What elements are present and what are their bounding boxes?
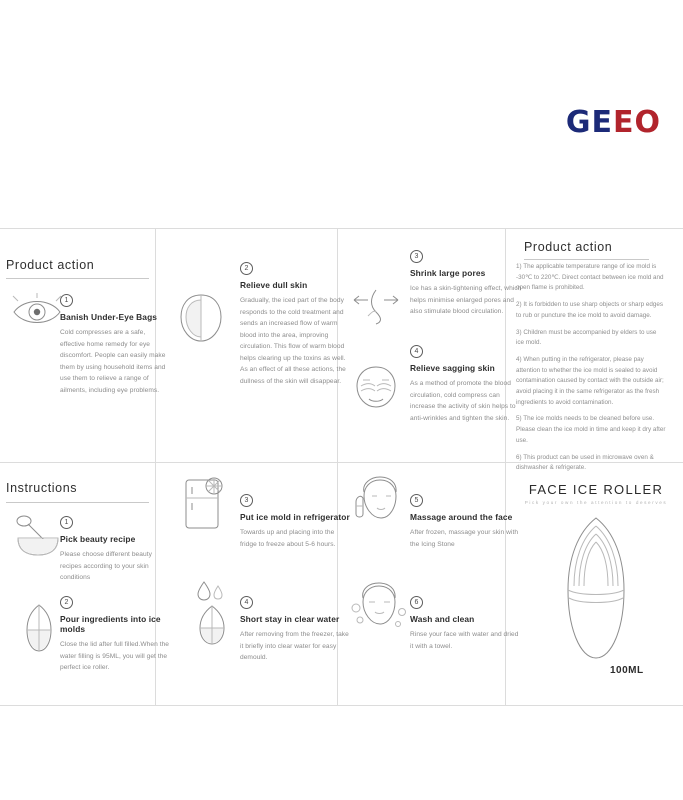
brand-letter-4: O <box>634 105 661 140</box>
divider-bottom <box>0 705 683 706</box>
block-number: 6 <box>410 596 423 609</box>
block-text: Gradually, the iced part of the body responds to the cold treatment and sends an increased flow of warm blood into the area, improving circulation. This flow of warm blood helps clearing up the toxins as well. As an effect of all these actions, the dullness of the skin will disappear. <box>240 297 346 385</box>
block-number: 1 <box>60 294 73 307</box>
ice-mold-icon <box>22 602 56 654</box>
brand-logo <box>565 105 661 140</box>
block-title: Short stay in clear water <box>240 614 340 624</box>
product-title: FACE ICE ROLLER <box>528 482 664 497</box>
bowl-spoon-icon <box>12 512 64 558</box>
block-title: Shrink large pores <box>410 268 486 278</box>
product-action-block-3 <box>410 250 522 318</box>
pore-icon <box>348 286 404 326</box>
product-notes-list <box>516 262 666 480</box>
divider-top <box>0 228 683 229</box>
face-mask-icon <box>176 292 226 344</box>
block-title: Relieve sagging skin <box>410 363 495 373</box>
block-number: 1 <box>60 516 73 529</box>
water-drop-mold-icon <box>192 578 232 646</box>
product-note: 2) It is forbidden to use sharp objects or sharp edges to rub or puncture the ice mold to avoid damage. <box>516 301 664 319</box>
block-number: 2 <box>60 596 73 609</box>
product-action-block-4 <box>410 345 522 424</box>
instruction-block-1 <box>60 516 172 584</box>
block-title: Wash and clean <box>410 614 475 624</box>
product-note: 4) When putting in the refrigerator, please pay attention to whether the ice mold is sealed to avoid contamination caused by contact with the outside air; avoid placing it in the same refrigerator as the fresh ingredients to avoid contamination. <box>516 355 664 406</box>
block-title: Put ice mold in refrigerator <box>240 512 350 522</box>
block-number: 3 <box>410 250 423 263</box>
eye-icon <box>10 292 64 332</box>
brand-letter-1: G <box>565 105 592 140</box>
product-note: 3) Children must be accompanied by elders to use ice mold. <box>516 328 657 347</box>
block-title: Pour ingredients into ice molds <box>60 614 161 634</box>
block-title: Massage around the face <box>410 512 513 522</box>
product-note: 1) The applicable temperature range of ice mold is -30℃ to 220℃. Direct contact between ice mold and open flame is prohibited. <box>516 263 664 292</box>
product-note: 5) The ice molds needs to be cleaned before use. Please clean the ice mold in time and keep it dry after use. <box>516 415 666 444</box>
product-action-block-2 <box>240 262 352 387</box>
block-text: After removing from the freezer, take it briefly into clear water for easy demould. <box>240 631 349 662</box>
block-text: Rinse your face with water and dried it with a towel. <box>410 631 519 650</box>
block-title: Pick beauty recipe <box>60 534 136 544</box>
block-text: Towards up and placing into the fridge to freeze about 5-6 hours. <box>240 529 336 548</box>
face-wash-icon <box>348 578 410 640</box>
section-title-instructions: Instructions <box>6 481 78 495</box>
instruction-block-5 <box>410 494 522 550</box>
section-underline-product-action <box>6 278 149 279</box>
refrigerator-icon <box>178 474 230 534</box>
instruction-block-6 <box>410 596 522 652</box>
block-text: Please choose different beauty recipes according to your skin conditions <box>60 551 152 582</box>
product-action-block-1 <box>60 294 172 396</box>
block-title: Banish Under-Eye Bags <box>60 312 158 322</box>
sagging-face-icon <box>348 364 404 410</box>
section-title-product-action-right: Product action <box>524 240 613 254</box>
face-massage-icon <box>350 474 406 530</box>
brand-letter-3: E <box>612 105 635 140</box>
block-number: 4 <box>410 345 423 358</box>
block-number: 4 <box>240 596 253 609</box>
instruction-block-4 <box>240 596 352 664</box>
instruction-block-3 <box>240 494 352 550</box>
brand-letter-2: E <box>591 105 613 140</box>
ice-roller-illustration <box>560 514 632 664</box>
section-underline-product-action-right <box>524 259 649 260</box>
block-number: 5 <box>410 494 423 507</box>
block-text: Cold compresses are a safe, effective home remedy for eye discomfort. People can easily make them by using household items and use them to relieve a range of ailments, including eye problems. <box>60 329 166 394</box>
block-number: 3 <box>240 494 253 507</box>
section-title-product-action: Product action <box>6 258 95 272</box>
block-number: 2 <box>240 262 253 275</box>
block-text: After frozen, massage your skin with the Icing Stone <box>410 529 519 548</box>
product-subtitle: Pick your own the attention to deserves <box>524 500 668 505</box>
product-volume: 100ML <box>610 665 644 676</box>
block-text: Close the lid after full filled.When the water filling is 95ML, you will get the perfect ice roller. <box>60 641 170 672</box>
block-text: Ice has a skin-tightening effect, which helps minimise enlarged pores and also stimulate blood circulation. <box>410 285 522 316</box>
product-note: 6) This product can be used in microwave oven & dishwasher & refrigerate. <box>516 453 654 472</box>
block-text: As a method of promote the blood circulation, cold compress can increase the activity of skin helps to anti-wrinkles and tighten the skin. <box>410 380 516 422</box>
instruction-block-2 <box>60 596 172 674</box>
section-underline-instructions <box>6 502 149 503</box>
block-title: Relieve dull skin <box>240 280 308 290</box>
